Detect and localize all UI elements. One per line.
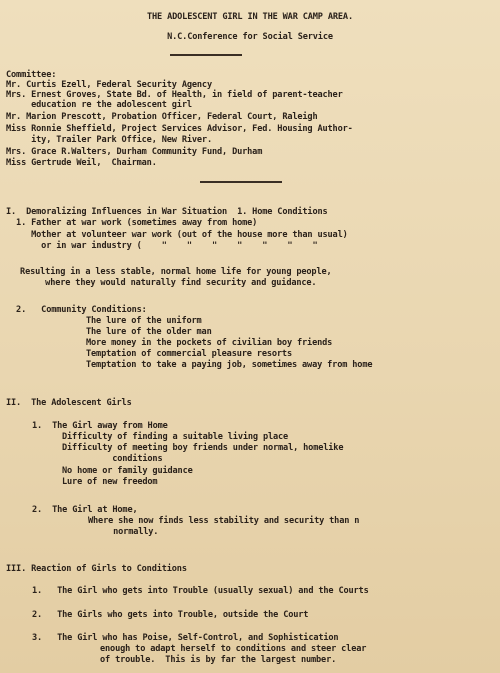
- section-2-item-1-line: Difficulty of meeting boy friends under normal, homelike: [62, 443, 344, 453]
- section-1-line: or in war industry ( " " " " " " ": [6, 241, 318, 251]
- community-condition: The lure of the uniform: [86, 316, 202, 326]
- committee-member: Miss Ronnie Sheffield, Project Services Advisor, Fed. Housing Author-: [6, 124, 353, 134]
- section-1-heading: I. Demoralizing Influences in War Situation 1. Home Conditions: [6, 207, 328, 217]
- committee-member: Mr. Marion Prescott, Probation Officer, Federal Court, Raleigh: [6, 112, 318, 122]
- header-rule: [170, 54, 242, 56]
- document-title: THE ADOLESCENT GIRL IN THE WAR CAMP AREA.: [147, 12, 353, 22]
- community-condition: Temptation of commercial pleasure resorts: [86, 349, 292, 359]
- section-2-item-1-line: Lure of new freedom: [62, 477, 158, 487]
- committee-member: Mrs. Ernest Groves, State Bd. of Health, in field of parent-teacher: [6, 90, 343, 100]
- section-2-item-2: 2. The Girl at Home,: [32, 505, 138, 515]
- committee-member: Mr. Curtis Ezell, Federal Security Agency: [6, 80, 212, 90]
- community-condition: The lure of the older man: [86, 327, 212, 337]
- section-1-item-2: 2. Community Conditions:: [6, 305, 147, 315]
- section-2-item-2-line: normally.: [88, 527, 159, 537]
- section-3-item: 3. The Girl who has Poise, Self-Control, and Sophistication: [32, 633, 339, 643]
- committee-label: Committee:: [6, 70, 57, 80]
- committee-member: ity, Trailer Park Office, New River.: [6, 135, 212, 145]
- section-3-heading: III. Reaction of Girls to Conditions: [6, 564, 187, 574]
- section-3-item-3-line: enough to adapt herself to conditions and steer clear: [100, 644, 367, 654]
- community-condition: More money in the pockets of civilian boy friends: [86, 338, 333, 348]
- section-2-heading: II. The Adolescent Girls: [6, 398, 132, 408]
- community-condition: Temptation to take a paying job, sometimes away from home: [86, 360, 373, 370]
- section-2-item-1-line: Difficulty of finding a suitable living place: [62, 432, 289, 442]
- section-1-line: 1. Father at war work (sometimes away from home): [6, 218, 258, 228]
- section-1-result: Resulting in a less stable, normal home life for young people,: [10, 267, 332, 277]
- document-subtitle: N.C.Conference for Social Service: [167, 32, 333, 42]
- section-2-item-1-line: conditions: [62, 454, 163, 464]
- section-1-result: where they would naturally find security and guidance.: [10, 278, 317, 288]
- committee-member: education re the adolescent girl: [6, 100, 192, 110]
- committee-member: Miss Gertrude Weil, Chairman.: [6, 158, 157, 168]
- section-3-item: 1. The Girl who gets into Trouble (usually sexual) and the Courts: [32, 586, 369, 596]
- section-1-line: Mother at volunteer war work (out of the house more than usual): [6, 230, 348, 240]
- section-2-item-2-line: Where she now finds less stability and security than n: [88, 516, 360, 526]
- section-3-item: 2. The Girls who gets into Trouble, outside the Court: [32, 610, 309, 620]
- committee-member: Mrs. Grace R.Walters, Durham Community Fund, Durham: [6, 147, 263, 157]
- section-2-item-1: 1. The Girl away from Home: [32, 421, 168, 431]
- section-3-item-3-line: of trouble. This is by far the largest number.: [100, 655, 337, 665]
- committee-rule: [200, 181, 282, 183]
- section-2-item-1-line: No home or family guidance: [62, 466, 193, 476]
